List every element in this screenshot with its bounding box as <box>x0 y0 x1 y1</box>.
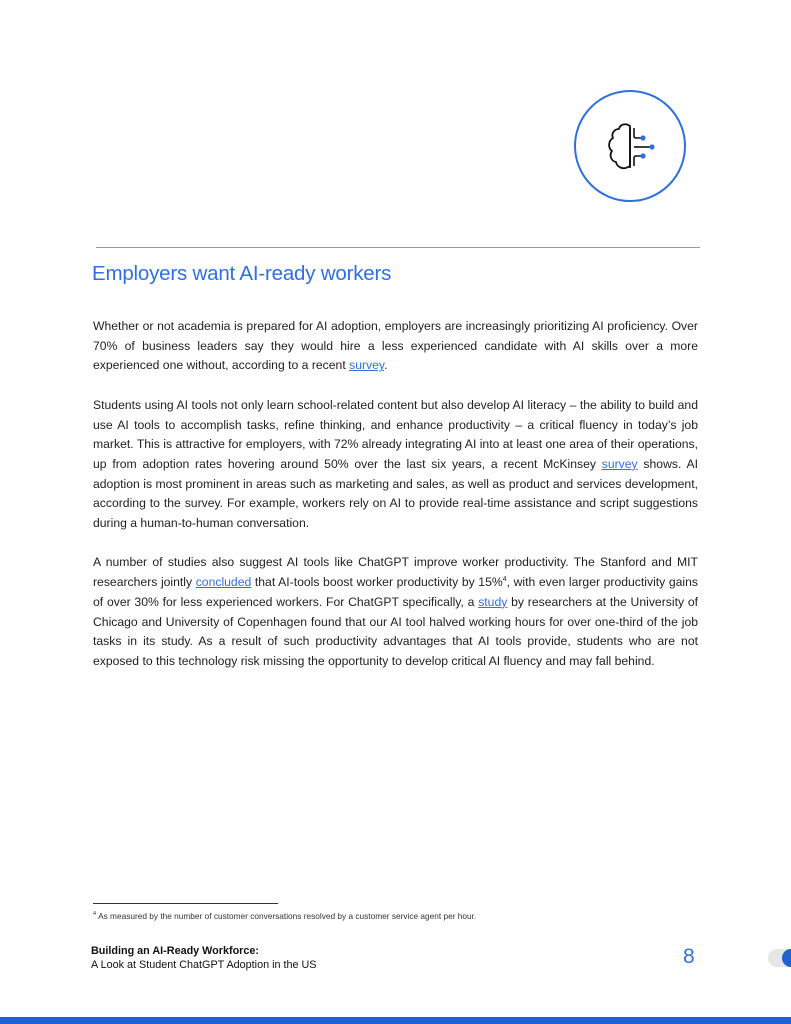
paragraph-2-text-a: Students using AI tools not only learn school-related content but also develop AI literacy – the ability to build and use AI tools to accomplish tasks, refine thinking, and enhance productivity – a critical fluency in today’s job market. This is attractive for employers, with 72% already integrating AI into at least one area of their operations, up from adoption rates hovering around 50% over the last six years, a recent McKinsey <box>93 397 698 471</box>
study-link[interactable]: study <box>478 594 508 609</box>
bottom-accent-bar <box>0 1017 791 1024</box>
footnote-number: 4 <box>93 911 97 918</box>
paragraph-1 <box>93 317 698 376</box>
brain-circuit-icon <box>574 90 686 202</box>
section-divider <box>96 247 700 248</box>
paragraph-2 <box>93 396 698 534</box>
paragraph-3-text-d: by researchers at the University of Chicago and University of Copenhagen found that our AI tool halved working hours for over one-third of the job tasks in its study. As a result of such productivity advantages that AI tools provide, students who are not exposed to this technology risk missing the opportunity to develop critical AI fluency and may fall behind. <box>93 594 698 668</box>
brain-circuit-icon-graphic <box>600 116 664 180</box>
footnote <box>93 911 476 921</box>
paragraph-3 <box>93 553 698 671</box>
paragraph-2-text-b: shows. AI adoption is most prominent in areas such as marketing and sales, as well as product and services development, according to the survey. For example, workers rely on AI to provide real-time assistance and script suggestions during a human-to-human conversation. <box>93 456 698 531</box>
footnote-ref: 4 <box>502 576 507 584</box>
paragraph-3-text-b: that AI-tools boost worker productivity by 15% <box>251 575 503 590</box>
footer-title: Building an AI-Ready Workforce: <box>91 945 259 957</box>
concluded-link[interactable]: concluded <box>195 575 252 590</box>
mckinsey-survey-link[interactable]: survey <box>601 456 638 471</box>
paragraph-1-text-a: Whether or not academia is prepared for AI adoption, employers are increasingly prioritizing AI proficiency. Over 70% of business leaders say they would hire a less experienced candidate with AI skills over a more experienced one without, according to a recent <box>93 319 698 373</box>
body-text <box>93 317 698 691</box>
footnote-text: As measured by the number of customer conversations resolved by a customer service agent per hour. <box>98 911 477 921</box>
paragraph-1-text-b: . <box>384 358 388 373</box>
footer-subtitle: A Look at Student ChatGPT Adoption in the US <box>91 959 317 971</box>
footnote-divider <box>93 903 278 904</box>
paragraph-3-text-c: , with even larger productivity gains of over 30% for less experienced workers. For ChatGPT specifically, a <box>93 575 698 609</box>
section-heading: Employers want AI-ready workers <box>92 262 392 285</box>
page-number: 8 <box>683 945 695 968</box>
paragraph-3-text-a: A number of studies also suggest AI tools like ChatGPT improve worker productivity. The Stanford and MIT researchers jointly <box>93 555 698 590</box>
survey-link[interactable]: survey <box>349 358 385 373</box>
